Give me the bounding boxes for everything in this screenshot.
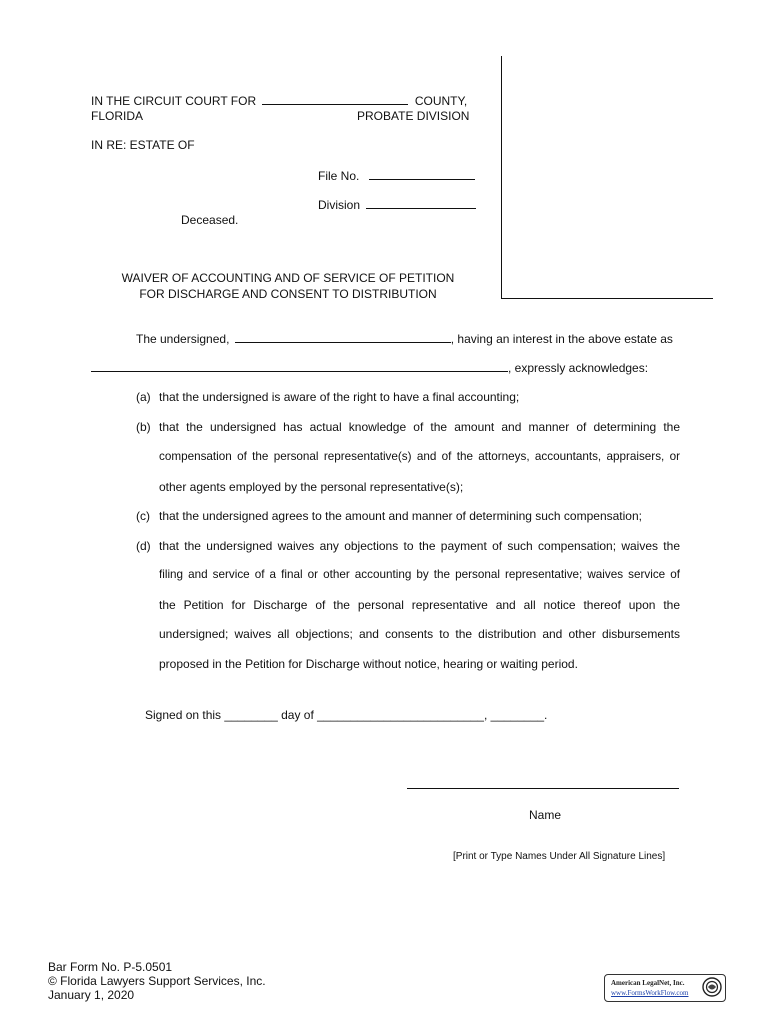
file-no-row <box>318 168 475 183</box>
undersigned-name-blank[interactable] <box>235 331 451 343</box>
seal-icon <box>702 977 722 997</box>
division-row <box>318 197 476 212</box>
logo-url[interactable]: www.FormsWorkFlow.com <box>611 989 689 997</box>
item-b-label: (b) <box>136 420 151 434</box>
file-no-label: File No. <box>318 169 360 183</box>
interest-blank[interactable] <box>91 360 508 372</box>
item-d-line-2: filing and service of a final or other accounting by the personal representative; waives service of <box>159 568 680 581</box>
logo-company: American LegalNet, Inc. <box>611 979 685 987</box>
form-date: January 1, 2020 <box>48 988 135 1002</box>
state-label: FLORIDA <box>91 109 144 123</box>
acknowledges-line <box>91 360 648 375</box>
item-a-line-1: that the undersigned is aware of the right to have a final accounting; <box>159 390 520 404</box>
item-b-line-3: other agents employed by the personal representative(s); <box>159 480 464 494</box>
court-line <box>91 93 467 108</box>
deceased-label: Deceased. <box>181 213 239 227</box>
caption-horizontal-rule <box>501 298 713 299</box>
item-d-line-4: undersigned; waives all objections; and consents to the distribution and other disbursements <box>159 627 680 641</box>
item-a-label: (a) <box>136 390 151 404</box>
item-c-label: (c) <box>136 509 150 523</box>
intro-end: , having an interest in the above estate as <box>450 332 673 346</box>
in-re-label: IN RE: ESTATE OF <box>91 138 195 152</box>
item-b-line-1: that the undersigned has actual knowledge of the amount and manner of determining the <box>159 420 680 434</box>
intro-line <box>136 331 673 346</box>
division-blank[interactable] <box>366 197 476 209</box>
item-d-line-5: proposed in the Petition for Discharge without notice, hearing or waiting period. <box>159 657 578 671</box>
item-c-line-1: that the undersigned agrees to the amount and manner of determining such compensation; <box>159 509 642 523</box>
item-b-line-2: compensation of the personal representative(s) and of the attorneys, accountants, appraisers, or <box>159 450 680 463</box>
court-line-end: COUNTY, <box>414 94 468 108</box>
signed-on-line: Signed on this ________ day of _________________________, ________. <box>145 708 548 722</box>
document-title-line2: FOR DISCHARGE AND CONSENT TO DISTRIBUTION <box>139 287 437 301</box>
item-d-label: (d) <box>136 539 151 553</box>
americanlegalnet-logo[interactable] <box>604 974 726 1002</box>
item-d-line-3: the Petition for Discharge of the personal representative and all notice thereof upon the <box>159 598 680 612</box>
file-no-blank[interactable] <box>369 168 475 180</box>
court-line-start: IN THE CIRCUIT COURT FOR <box>91 94 257 108</box>
copyright-line: © Florida Lawyers Support Services, Inc. <box>48 974 266 988</box>
item-d-line-1: that the undersigned waives any objections to the payment of such compensation; waives the <box>159 539 680 553</box>
county-blank[interactable] <box>262 93 408 105</box>
intro-start: The undersigned, <box>136 332 230 346</box>
document-title-line1: WAIVER OF ACCOUNTING AND OF SERVICE OF PETITION <box>121 271 455 285</box>
signature-line[interactable] <box>407 788 679 789</box>
caption-vertical-rule <box>501 56 502 299</box>
name-label: Name <box>529 808 562 822</box>
division-label: Division <box>318 198 361 212</box>
acknowledges-text: , expressly acknowledges: <box>508 361 649 375</box>
bar-form-number: Bar Form No. P-5.0501 <box>48 960 173 974</box>
division-name: PROBATE DIVISION <box>357 109 470 123</box>
signature-instruction: [Print or Type Names Under All Signature Lines] <box>453 851 666 862</box>
